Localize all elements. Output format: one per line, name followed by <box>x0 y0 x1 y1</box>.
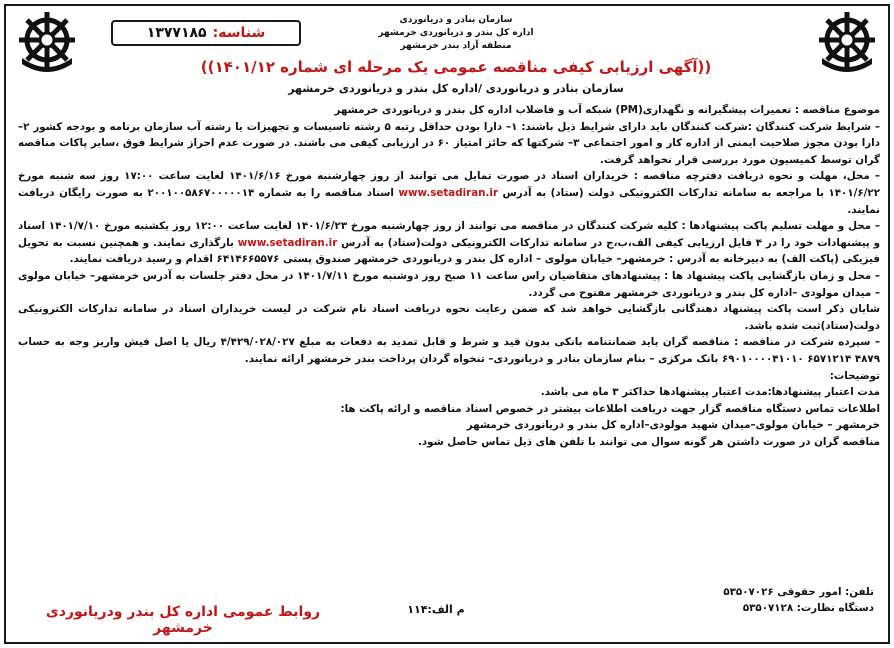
tender-announcement <box>4 4 890 644</box>
submit-paragraph <box>18 218 880 268</box>
docs-url-link[interactable]: www.setadiran.ir <box>398 186 499 199</box>
phone-supervision: دستگاه نظارت: ۵۳۵۰۷۱۲۸ <box>742 602 874 614</box>
phone-legal: تلفن: امور حقوقی ۵۳۵۰۷۰۲۶ <box>723 586 874 598</box>
note-contact-info: اطلاعات تماس دستگاه مناقصه گزار جهت دریافت اطلاعات بیشتر در خصوص اسناد مناقصه و ارائه پاکت ها: <box>340 402 880 415</box>
docs-text-2: اسناد مناقصه را به شماره ۲۰۰۱۰۰۵۸۶۷۰۰۰۰۰۱۴ به صورت رایگان دریافت نمایند. <box>18 186 880 216</box>
opening-text: پیشنهادهای متقاضیان راس ساعت ۱۱ صبح روز دوشنبه مورخ ۱۴۰۱/۷/۱۱ در محل دفتر جلسات به آدرس خرمشهر– خیابان مولوی – میدان مولودی –اداره کل بندر و دریانوردی خرمشهر مفتوح می گردد. <box>18 269 880 299</box>
submit-url-link[interactable]: www.setadiran.ir <box>237 236 338 249</box>
public-relations-signature: روابط عمومی اداره کل بندر ودریانوردی خرمشهر <box>45 604 321 636</box>
org-line-2: اداره کل بندر و دریانوردی خرمشهر <box>378 28 534 38</box>
docs-label: – محل، مهلت و نحوه دریافت دفترچه مناقصه : <box>633 170 880 183</box>
opening-paragraph <box>18 268 880 301</box>
id-label: شناسه: <box>212 25 266 41</box>
anchor-helm-emblem-icon <box>14 10 80 76</box>
deposit-text: مناقصه گران باید ضمانتنامه بانکی بدون قید و شرط و قابل تمدید به دفعات به مبلغ ۴/۴۲۹/۰۲۸/۰۲۷ ریال یا اصل فیش واریز وجه به حساب ۴۸۷۹ ۶۵۷۱۲۱۴ ۶۹۰۱۰۰۰۰۴۱۰۱۰ بانک مرکزی – بنام سازمان بنادر و دریانوردی– تنخواه گردان پرداخت بندر خرمشهر ارائه نمایند. <box>18 336 880 365</box>
notes-title: توضیحات: <box>829 369 880 382</box>
note-questions: مناقصه گران در صورت داشتن هر گونه سوال می توانند با تلفن های ذیل تماس حاصل شود. <box>417 435 880 448</box>
conditions-text: ۱– دارا بودن حداقل رتبه ۵ رشته تاسیسات و تجهیزات یا رشته آب سازمان برنامه و بودجه کشور ۲– دارا بودن مجوز صلاحیت ایمنی از اداره کار و امور اجتماعی ۳– شرکتها که حائز امتیاز ۶۰ در ارزیابی کیفی می باشند. در صورت عدم احراز شرایط فوق ،سایر پاکات مناقصه گران توسط کمیسیون مورد بررسی قرار نخواهد گرفت. <box>18 120 880 166</box>
submit-label: – محل و مهلت تسلیم پاکت پیشنهادها : <box>681 220 880 233</box>
organization-header <box>306 14 606 53</box>
deposit-label: – سپرده شرکت در مناقصه : <box>734 336 880 349</box>
announcement-body <box>18 102 880 450</box>
subject-label: موضوع مناقصه : <box>794 104 880 116</box>
conditions-label: – شرایط شرکت کنندگان :شرکت کنندگان باید دارای شرایط ذیل باشند: <box>521 120 880 133</box>
subject-paragraph <box>18 102 880 119</box>
id-value: ۱۳۷۷۱۸۵ <box>146 25 207 41</box>
id-badge <box>111 20 301 46</box>
note-address: خرمشهر – خیابان مولوی–میدان شهید مولودی–اداره کل بندر و دریانوردی خرمشهر <box>466 419 880 432</box>
docs-text-1: خریداران اسناد در صورت تمایل می توانند از روز چهارشنبه مورخ ۱۴۰۱/۶/۱۶ لغایت ساعت ۱۷:۰۰ روز سه شنبه مورخ ۱۴۰۱/۶/۲۲ با مراجعه به سامانه تدارکات الکترونیکی دولت (ستاد) به آدرس <box>18 170 880 199</box>
org-line-1: سازمان بنادر و دریانوردی <box>399 15 513 25</box>
submit-text-1: کلیه شرکت کنندگان در مناقصه می توانند از روز چهارشنبه مورخ ۱۴۰۱/۶/۲۳ لغایت ساعت ۱۲:۰۰ روز یکشنبه مورخ ۱۴۰۱/۷/۱۰ اسناد و پیشنهادات خود را در ۴ فایل ارزیابی کیفی الف،ب،ج در سامانه تدارکات الکترونیکی دولت(ستاد) به آدرس <box>18 220 881 249</box>
conditions-paragraph <box>18 119 880 169</box>
subject-text: تعمیرات پیشگیرانه و نگهداری(PM) شبکه آب و فاضلاب اداره کل بندر و دریانوردی خرمشهر <box>334 104 795 116</box>
submit-text-2: بارگذاری نمایند. و همچنین نسبت به تحویل فیزیکی (پاکت الف) به دبیرخانه به آدرس : خرمشهر– خیابان مولوی – اداره کل بندر و دریانوردی خرمشهر صندوق پستی ۶۴۱۴۶۶۵۵۷۶ اقدام و رسید دریافت نمایند. <box>18 236 880 266</box>
page-title: ((آگهی ارزیابی کیفی مناقصه عمومی یک مرحله ای شماره ۱۴۰۱/۱۲)) <box>200 58 712 76</box>
page-subtitle: سازمان بنادر و دریانوردی /اداره کل بندر و دریانوردی خرمشهر <box>288 82 624 95</box>
note-validity: مدت اعتبار پیشنهادها:مدت اعتبار پیشنهادها حداکثر ۳ ماه می باشد. <box>540 386 880 399</box>
opening-label: – محل و زمان بازگشایی پاکت پیشنهاد ها : <box>664 269 880 282</box>
deposit-paragraph <box>18 334 880 367</box>
opening-note: شایان ذکر است پاکت پیشنهاد دهندگانی بازگشایی خواهد شد که ضمن رعایت نحوه دریافت اسناد نام شرکت در لیست خریداران اسناد در سامانه تدارکات الکترونیکی دولت(ستاد)ثبت شده باشد. <box>18 303 880 332</box>
announcement-code: م الف:۱۱۴ <box>407 603 465 616</box>
docs-paragraph <box>18 168 880 218</box>
org-line-3: منطقه آزاد بندر خرمشهر <box>400 41 512 51</box>
anchor-helm-emblem-icon <box>814 10 880 76</box>
contact-phones <box>574 584 874 616</box>
